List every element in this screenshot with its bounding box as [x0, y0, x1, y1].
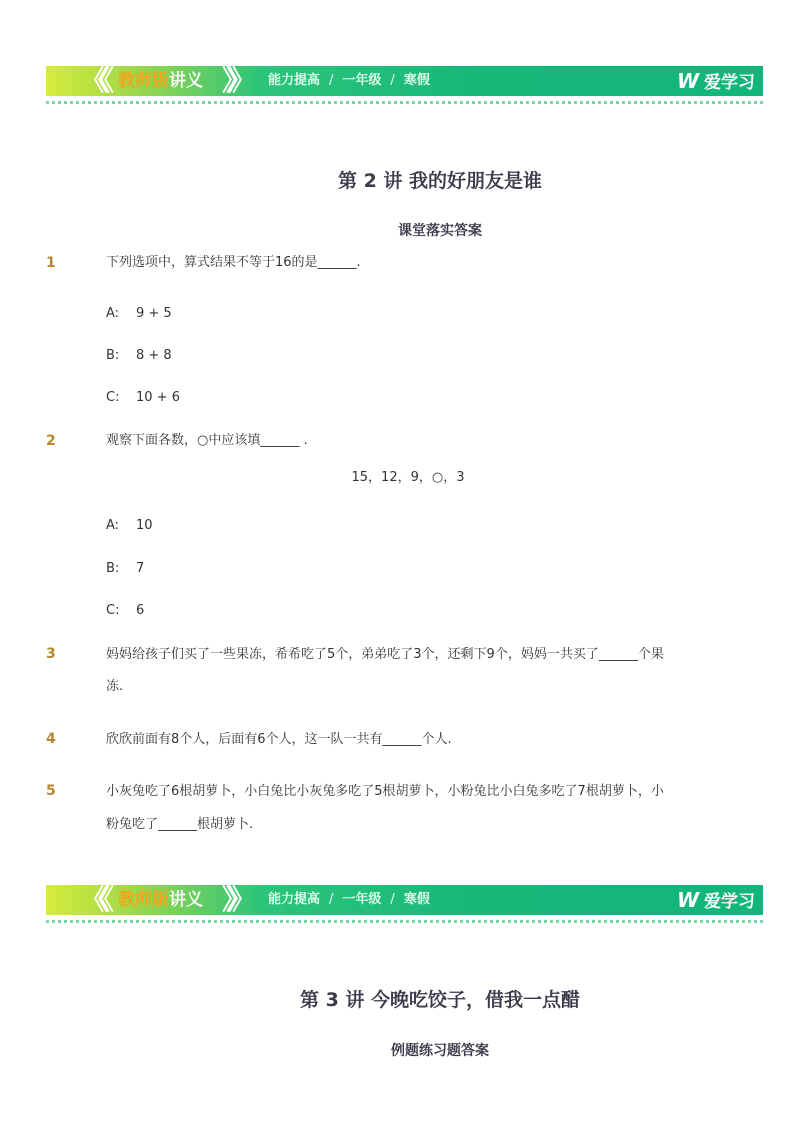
option-a [106, 518, 153, 533]
header-divider [46, 101, 763, 104]
question-text-line2: 冻. [106, 679, 124, 694]
option-text: 8 + 8 [136, 348, 172, 363]
brand-title [118, 885, 203, 915]
breadcrumb-separator: / [390, 892, 395, 907]
option-c [106, 603, 144, 618]
section-subtitle: 例题练习题答案 [391, 1043, 489, 1059]
brand-part1: 教师版 [118, 71, 169, 91]
breadcrumb-term: 寒假 [403, 73, 430, 88]
question-text: 欣欣前面有8个人，后面有6个人，这一队一共有______个人. [106, 732, 452, 747]
question-number: 4 [46, 731, 56, 747]
header-divider [46, 920, 763, 923]
option-b [106, 348, 172, 363]
question-number: 2 [46, 433, 56, 449]
option-text: 6 [136, 603, 145, 618]
header-banner [46, 885, 763, 915]
option-text: 9 + 5 [136, 306, 172, 321]
breadcrumb-separator: / [390, 73, 395, 88]
logo-text: 爱学习 [704, 892, 755, 912]
breadcrumb-term: 寒假 [403, 892, 430, 907]
breadcrumb-grade: 一年级 [342, 73, 382, 88]
question-number: 1 [46, 255, 56, 271]
breadcrumb-separator: / [329, 73, 334, 88]
number-sequence: 15，12，9，○，3 [351, 470, 465, 485]
option-text: 10 + 6 [136, 390, 180, 405]
right-chevrons-icon: 》》 [222, 64, 249, 97]
option-label: B: [106, 348, 120, 363]
question-text-line2: 粉兔吃了______根胡萝卜. [106, 817, 254, 832]
option-text: 10 [136, 518, 153, 533]
question-text-line1: 妈妈给孩子们买了一些果冻，希希吃了5个，弟弟吃了3个，还剩下9个，妈妈一共买了______个果 [106, 647, 664, 662]
question-text: 观察下面各数，○中应该填______ . [106, 433, 308, 448]
section-subtitle: 课堂落实答案 [398, 223, 482, 239]
logo [677, 66, 755, 96]
right-chevrons-icon: 》》 [222, 883, 249, 916]
lesson-title: 第 2 讲 我的好朋友是谁 [337, 170, 543, 192]
breadcrumb-separator: / [329, 892, 334, 907]
option-b [106, 561, 144, 576]
brand-title [118, 66, 203, 96]
option-label: A: [106, 306, 120, 321]
option-label: B: [106, 561, 120, 576]
option-c [106, 390, 180, 405]
question-text-line1: 小灰兔吃了6根胡萝卜，小白兔比小灰兔多吃了5根胡萝卜，小粉兔比小白兔多吃了7根胡萝卜，小 [106, 784, 664, 799]
lesson-title: 第 3 讲 今晚吃饺子，借我一点醋 [299, 989, 581, 1011]
question-number: 5 [46, 783, 56, 799]
header-banner [46, 66, 763, 96]
left-chevrons-icon: 《《 [80, 883, 107, 916]
option-label: A: [106, 518, 120, 533]
breadcrumb-level: 能力提高 [268, 73, 321, 88]
option-text: 7 [136, 561, 145, 576]
option-label: C: [106, 603, 120, 618]
breadcrumb [268, 66, 430, 96]
left-chevrons-icon: 《《 [80, 64, 107, 97]
question-text: 下列选项中，算式结果不等于16的是______. [106, 255, 361, 270]
breadcrumb-level: 能力提高 [268, 892, 321, 907]
logo-mark-icon: W [676, 69, 696, 93]
option-a [106, 306, 172, 321]
logo-text: 爱学习 [704, 73, 755, 93]
option-label: C: [106, 390, 120, 405]
logo [677, 885, 755, 915]
breadcrumb [268, 885, 430, 915]
brand-part2: 讲义 [169, 890, 203, 910]
breadcrumb-grade: 一年级 [342, 892, 382, 907]
brand-part2: 讲义 [169, 71, 203, 91]
brand-part1: 教师版 [118, 890, 169, 910]
question-number: 3 [46, 646, 56, 662]
logo-mark-icon: W [676, 888, 696, 912]
